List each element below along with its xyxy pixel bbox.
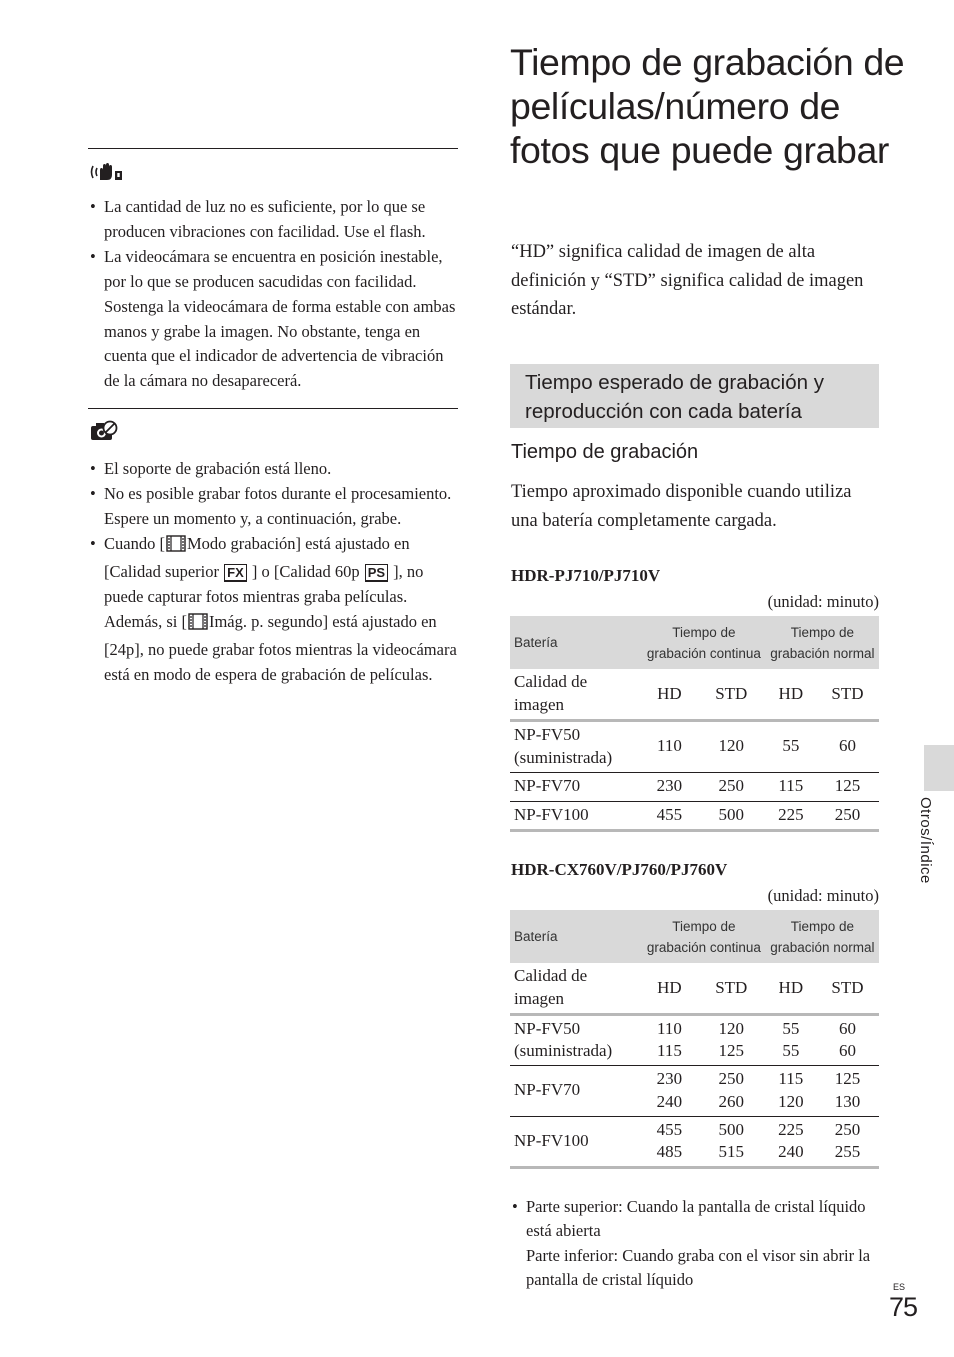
table-row bbox=[510, 801, 879, 830]
page-title: Tiempo de grabación de películas/número de fotos que puede grabar bbox=[510, 41, 905, 171]
table-cell: 230 bbox=[656, 776, 683, 796]
footnote-line: Parte superior: Cuando la pantalla de cristal líquido está abierta bbox=[526, 1197, 866, 1241]
table-cell: 250 260 bbox=[718, 1069, 745, 1111]
photo-cannot-record-icon bbox=[88, 409, 458, 453]
table-cell: 225 bbox=[778, 804, 804, 824]
table-cell: 125 bbox=[834, 776, 861, 796]
table-cell: 125 130 bbox=[834, 1069, 861, 1111]
footnote bbox=[510, 1195, 878, 1292]
header-continuous: Tiempo de grabación continua bbox=[642, 616, 766, 669]
page-number: 75 bbox=[889, 1292, 918, 1322]
table-cell: 60 60 bbox=[838, 1018, 856, 1060]
table-cell: 250 255 bbox=[834, 1119, 861, 1161]
header-battery: Batería bbox=[510, 616, 642, 669]
table-block-cx760 bbox=[510, 860, 879, 1169]
footnote-line: Parte inferior: Cuando graba con el visor sin abrir la pantalla de cristal líquido bbox=[526, 1245, 871, 1289]
table-header-row bbox=[510, 616, 879, 669]
list-item: • La videocámara se encuentra en posición inestable, por lo que se producen sacudidas con facilidad. Sostenga la videocámara de forma estable con ambas manos y grabe la imagen. No obstante, tenga en cuenta que el indicador de advertencia de vibración de la cámara no desaparecerá. bbox=[88, 245, 458, 394]
header-normal: Tiempo de grabación normal bbox=[766, 616, 879, 669]
battery-label: NP-FV50 (suministrada) bbox=[514, 725, 613, 767]
quality-label: Calidad de imagen bbox=[514, 966, 588, 1008]
recording-time-table bbox=[510, 910, 879, 1169]
table-row bbox=[510, 1014, 879, 1065]
recording-time-table bbox=[510, 616, 879, 832]
film-icon bbox=[188, 613, 208, 638]
ps-quality-icon: PS bbox=[365, 564, 388, 582]
table-row bbox=[510, 963, 879, 1014]
table-cell: HD bbox=[778, 977, 804, 997]
battery-label: NP-FV100 bbox=[514, 1130, 589, 1150]
film-icon bbox=[166, 535, 186, 560]
table-cell: 455 485 bbox=[656, 1119, 683, 1161]
table-cell: 250 bbox=[718, 776, 745, 796]
list-item bbox=[88, 532, 458, 687]
table-cell: 500 515 bbox=[718, 1119, 745, 1161]
table-cell: 120 125 bbox=[718, 1018, 745, 1060]
header-normal: Tiempo de grabación normal bbox=[766, 910, 879, 963]
text: ] o [Calidad 60p bbox=[251, 561, 360, 581]
table-row bbox=[510, 720, 879, 772]
table-row bbox=[510, 1065, 879, 1116]
table-cell: STD bbox=[831, 977, 864, 997]
text: Imág. p. segundo] está ajustado en [24p], no puede grabar fotos mientras la videocámara está en modo de espera de grabación de películas. bbox=[104, 611, 457, 684]
unit-label: (unidad: minuto) bbox=[767, 886, 879, 905]
table-cell: HD bbox=[778, 683, 804, 703]
text: ], no puede capturar fotos mientras graba películas. Además, si [ bbox=[104, 561, 424, 631]
table-header-row bbox=[510, 910, 879, 963]
header-battery: Batería bbox=[510, 910, 642, 963]
language-code: ES bbox=[893, 1282, 906, 1292]
table-row bbox=[510, 1116, 879, 1167]
footnote-text bbox=[510, 1195, 878, 1292]
shake-warning-icon bbox=[88, 149, 458, 195]
text: Cuando [ bbox=[104, 533, 165, 553]
table-cell: 455 bbox=[656, 804, 683, 824]
table-cell: 110 115 bbox=[656, 1018, 682, 1060]
model-name: HDR-PJ710/PJ710V bbox=[511, 566, 661, 585]
left-column bbox=[88, 148, 458, 687]
table-cell: STD bbox=[715, 683, 748, 703]
table-cell: 120 bbox=[718, 736, 745, 756]
text: Modo grabación] está ajustado en [Calidad superior bbox=[104, 533, 410, 581]
description-paragraph: Tiempo aproximado disponible cuando utiliza una batería completamente cargada. bbox=[511, 482, 852, 531]
chapter-tab-label: Otros/Índice bbox=[917, 797, 934, 884]
battery-label: NP-FV70 bbox=[514, 1080, 581, 1100]
table-cell: STD bbox=[831, 683, 864, 703]
shake-warning-list bbox=[88, 195, 458, 394]
model-name: HDR-CX760V/PJ760/PJ760V bbox=[511, 860, 728, 879]
table-cell: STD bbox=[715, 977, 748, 997]
table-cell: 230 240 bbox=[656, 1069, 683, 1111]
list-item: • No es posible grabar fotos durante el procesamiento. Espere un momento y, a continuación, grabe. bbox=[88, 482, 458, 532]
table-cell: 110 bbox=[656, 736, 682, 756]
subheading: Tiempo de grabación bbox=[511, 441, 699, 463]
unit-label: (unidad: minuto) bbox=[767, 592, 879, 611]
table-cell: 225 240 bbox=[778, 1119, 804, 1161]
table-cell: 60 bbox=[838, 736, 856, 756]
header-continuous: Tiempo de grabación continua bbox=[642, 910, 766, 963]
shake-warning-section bbox=[88, 148, 458, 408]
table-cell: 250 bbox=[834, 804, 861, 824]
list-item: • El soporte de grabación está lleno. bbox=[88, 457, 458, 482]
bullet: • bbox=[512, 1197, 518, 1216]
battery-label: NP-FV100 bbox=[514, 804, 589, 824]
table-cell: 115 120 bbox=[778, 1069, 804, 1111]
table-row bbox=[510, 669, 879, 720]
table-block-pj710 bbox=[510, 566, 879, 832]
table-cell: 500 bbox=[718, 804, 745, 824]
fx-quality-icon: FX bbox=[224, 564, 247, 582]
table-cell: HD bbox=[657, 683, 682, 703]
table-cell: 115 bbox=[778, 776, 804, 796]
intro-paragraph: “HD” significa calidad de imagen de alta definición y “STD” significa calidad de imagen estándar. bbox=[511, 242, 864, 319]
table-cell: 55 bbox=[782, 736, 800, 756]
table-cell: 55 55 bbox=[782, 1018, 800, 1060]
photo-warning-section bbox=[88, 408, 458, 687]
photo-warning-list bbox=[88, 457, 458, 687]
table-cell: HD bbox=[657, 977, 682, 997]
battery-label: NP-FV70 bbox=[514, 776, 581, 796]
quality-label: Calidad de imagen bbox=[514, 672, 588, 714]
section-heading: Tiempo esperado de grabación y reproducción con cada batería bbox=[510, 364, 879, 428]
list-item: • La cantidad de luz no es suficiente, por lo que se producen vibraciones con facilidad. Use el flash. bbox=[88, 195, 458, 245]
table-row bbox=[510, 772, 879, 801]
battery-label: NP-FV50 (suministrada) bbox=[514, 1018, 613, 1060]
chapter-tab-marker bbox=[924, 745, 954, 791]
